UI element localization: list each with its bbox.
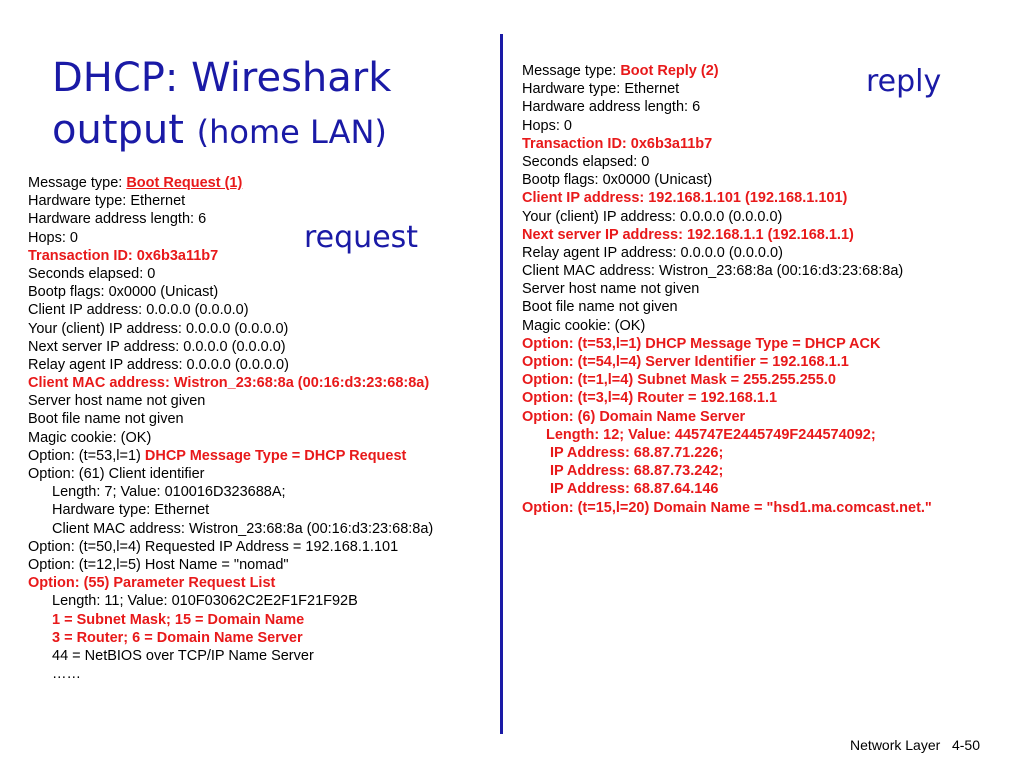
title-subtitle: (home LAN) [196,113,387,151]
rep-line: IP Address: 68.87.71.226; [550,444,724,461]
req-line: Option: (61) Client identifier [28,466,205,482]
rep-line: Hops: 0 [522,117,572,134]
req-line: Seconds elapsed: 0 [28,265,156,282]
title-line-1: DHCP: Wireshark [52,55,392,101]
req-line: …… [52,666,81,683]
rep-line: Option: (6) Domain Name Server [522,408,746,425]
rep-line: Transaction ID: 0x6b3a11b7 [522,135,713,152]
req-line: Next server IP address: 0.0.0.0 (0.0.0.0) [28,338,286,355]
rep-line: Client IP address: 192.168.1.101 (192.168.1.101) [522,190,848,207]
req-line: Option: (t=50,l=4) Requested IP Address = 192.168.1.101 [28,538,399,555]
rep-line: Option: (t=15,l=20) Domain Name = "hsd1.ma.comcast.net." [522,499,932,516]
slide-footer [850,737,980,753]
req-line: Client IP address: 0.0.0.0 (0.0.0.0) [28,302,249,319]
req-line: 1 = Subnet Mask; 15 = Domain Name [52,611,305,628]
rep-line: IP Address: 68.87.73.242; [550,463,724,480]
req-line: Your (client) IP address: 0.0.0.0 (0.0.0.0) [28,320,289,337]
req-line: Relay agent IP address: 0.0.0.0 (0.0.0.0) [28,356,289,373]
req-line: Hardware address length: 6 [28,211,207,228]
request-label: request [304,220,419,255]
rep-line: Server host name not given [522,281,700,298]
rep-line: Your (client) IP address: 0.0.0.0 (0.0.0.0) [522,208,783,225]
reply-packet-text [522,62,932,517]
page-number: 4-50 [951,737,980,753]
rep-line: Option: (t=1,l=4) Subnet Mask = 255.255.255.0 [522,372,836,389]
req-line: Magic cookie: (OK) [28,429,152,446]
rep-line: Client MAC address: Wistron_23:68:8a (00:16:d3:23:68:8a) [522,263,904,280]
rep-line: Relay agent IP address: 0.0.0.0 (0.0.0.0) [522,244,783,261]
rep-line: Next server IP address: 192.168.1.1 (192.168.1.1) [522,226,854,243]
title-line-2 [52,104,472,158]
rep-line: Option: (t=3,l=4) Router = 192.168.1.1 [522,390,778,407]
req-line: 3 = Router; 6 = Domain Name Server [52,629,303,646]
slide-title [52,52,472,158]
rep-line: Boot file name not given [522,299,678,316]
rep-line: Magic cookie: (OK) [522,317,646,334]
req-line: Option: (t=53,l=1) DHCP Message Type = DHCP Request [28,447,407,464]
req-line: Option: (t=12,l=5) Host Name = "nomad" [28,556,289,573]
rep-line: Hardware address length: 6 [522,99,701,116]
req-line: Boot file name not given [28,411,184,428]
req-line: Length: 11; Value: 010F03062C2E2F1F21F92B [52,593,358,610]
rep-line: Seconds elapsed: 0 [522,153,650,170]
rep-line: Option: (t=54,l=4) Server Identifier = 192.168.1.1 [522,354,849,370]
request-packet-text [28,174,433,683]
req-line: Client MAC address: Wistron_23:68:8a (00:16:d3:23:68:8a) [52,520,434,537]
req-line: 44 = NetBIOS over TCP/IP Name Server [52,647,314,664]
rep-line: Message type: Boot Reply (2) [522,63,719,79]
rep-line: Bootp flags: 0x0000 (Unicast) [522,172,713,189]
rep-line: Length: 12; Value: 445747E2445749F244574092; [546,426,876,443]
req-line: Hops: 0 [28,229,78,246]
rep-line: Option: (t=53,l=1) DHCP Message Type = DHCP ACK [522,335,881,352]
req-line: Message type: Boot Request (1) [28,175,243,191]
req-line: Length: 7; Value: 010016D323688A; [52,484,286,501]
req-line: Hardware type: Ethernet [28,193,186,210]
rep-line: IP Address: 68.87.64.146 [550,481,719,498]
title-output: output [52,107,184,153]
req-line: Option: (55) Parameter Request List [28,575,276,592]
req-line: Hardware type: Ethernet [52,502,210,519]
column-divider [500,34,503,734]
reply-label: reply [866,64,942,99]
footer-label: Network Layer [850,737,941,753]
req-line: Transaction ID: 0x6b3a11b7 [28,247,219,264]
req-line: Client MAC address: Wistron_23:68:8a (00:16:d3:23:68:8a) [28,375,430,392]
rep-line: Hardware type: Ethernet [522,81,680,98]
req-line: Server host name not given [28,393,206,410]
req-line: Bootp flags: 0x0000 (Unicast) [28,284,219,301]
